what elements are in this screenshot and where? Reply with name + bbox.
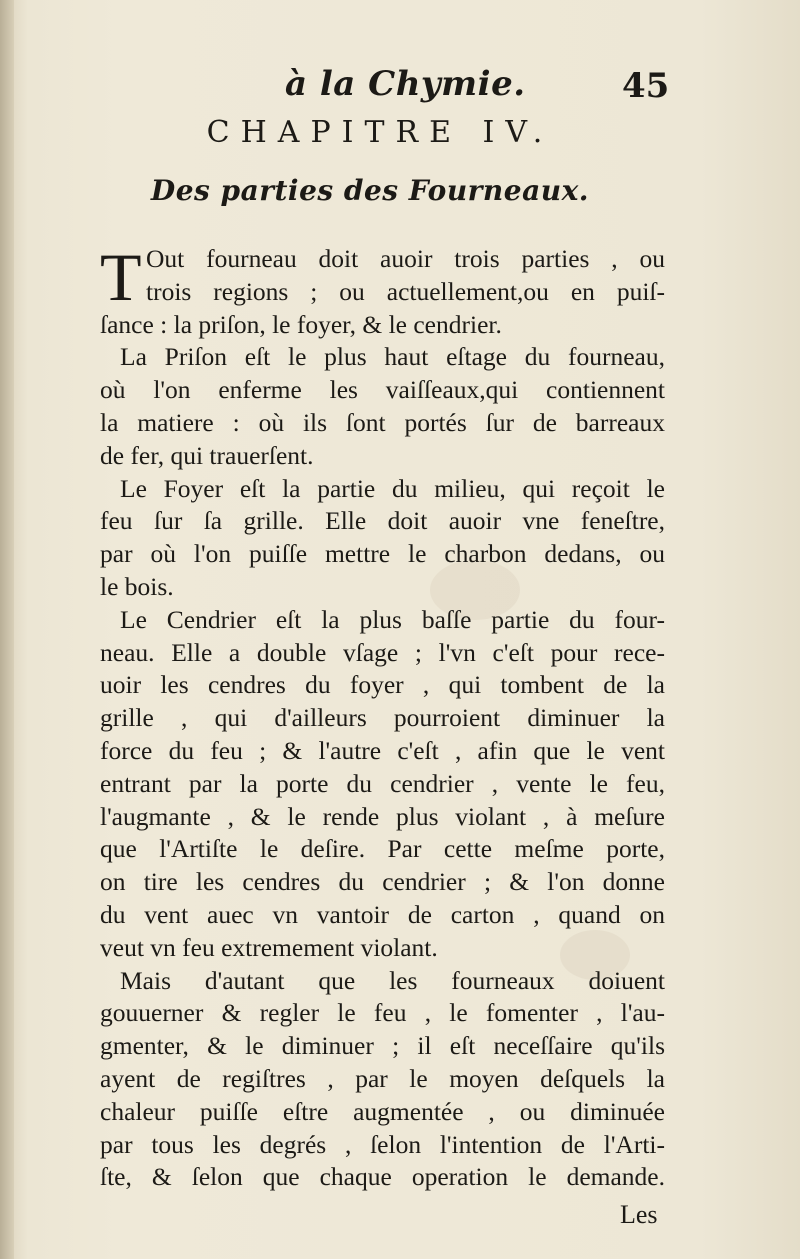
text-line: que l'Artiſte le deſire. Par cette meſme porte, — [100, 834, 665, 864]
text-line: Le Cendrier eſt la plus baſſe partie du four- — [120, 604, 665, 634]
paragraph — [100, 473, 665, 604]
text-line: on tire les cendres du cendrier ; & l'on donne — [100, 867, 665, 897]
text-line: du vent auec vn vantoir de carton , quand on — [100, 899, 665, 929]
paragraph — [100, 965, 665, 1195]
text-line: où l'on enferme les vaiſſeaux,qui contiennent — [100, 375, 665, 405]
text-line: ſte, & ſelon que chaque operation le demande. — [100, 1162, 665, 1192]
text-line: feu ſur ſa grille. Elle doit auoir vne feneſtre, — [100, 506, 665, 536]
catchword: Les — [620, 1200, 658, 1229]
text-line: ayent de regiſtres , par le moyen deſquels la — [100, 1063, 665, 1093]
text-line: La Priſon eſt le plus haut eſtage du fourneau, — [120, 342, 665, 372]
text-line: grille , qui d'ailleurs pourroient diminuer la — [100, 703, 665, 733]
text-line: gouuerner & regler le feu , le fomenter , l'au- — [100, 998, 665, 1028]
text-line: chaleur puiſſe eſtre augmentée , ou diminuée — [100, 1096, 665, 1126]
text-line: le bois. — [100, 571, 174, 601]
page-number: 45 — [622, 66, 670, 106]
paragraph — [100, 341, 665, 472]
text-line: neau. Elle a double vſage ; l'vn c'eſt pour rece- — [100, 637, 665, 667]
text-line: la matiere : où ils ſont portés ſur de barreaux — [100, 407, 665, 437]
text-line: trois regions ; ou actuellement,ou en puiſ- — [146, 276, 665, 306]
text-line: entrant par la porte du cendrier , vente le feu, — [100, 768, 665, 798]
text-line: par où l'on puiſſe mettre le charbon dedans, ou — [100, 539, 665, 569]
text-line: veut vn feu extremement violant. — [100, 932, 438, 962]
paragraph — [100, 604, 665, 965]
text-line: force du feu ; & l'autre c'eſt , afin que le vent — [100, 735, 665, 765]
text-line: Out fourneau doit auoir trois parties , ou — [146, 244, 665, 273]
text-line: Le Foyer eſt la partie du milieu, qui reçoit le — [120, 473, 665, 503]
drop-cap: T — [100, 239, 142, 315]
running-title: à la Chymie. — [285, 64, 526, 104]
text-line: gmenter, & le diminuer ; il eſt neceſſaire qu'ils — [100, 1031, 665, 1061]
running-header — [0, 64, 800, 114]
text-line: par tous les degrés , ſelon l'intention de l'Arti- — [100, 1129, 665, 1159]
body-text — [100, 239, 665, 1194]
section-title: Des parties des Fourneaux. — [150, 174, 590, 207]
text-line: ſance : la priſon, le foyer, & le cendrier. — [100, 309, 502, 339]
text-line: Mais d'autant que les fourneaux doiuent — [120, 965, 665, 995]
chapter-heading: CHAPITRE IV. — [206, 115, 554, 150]
paragraph — [100, 239, 665, 341]
text-line: uoir les cendres du foyer , qui tombent de la — [100, 670, 665, 700]
text-line: de fer, qui trauerſent. — [100, 440, 314, 470]
text-line: l'augmante , & le rende plus violant , à meſure — [100, 801, 665, 831]
